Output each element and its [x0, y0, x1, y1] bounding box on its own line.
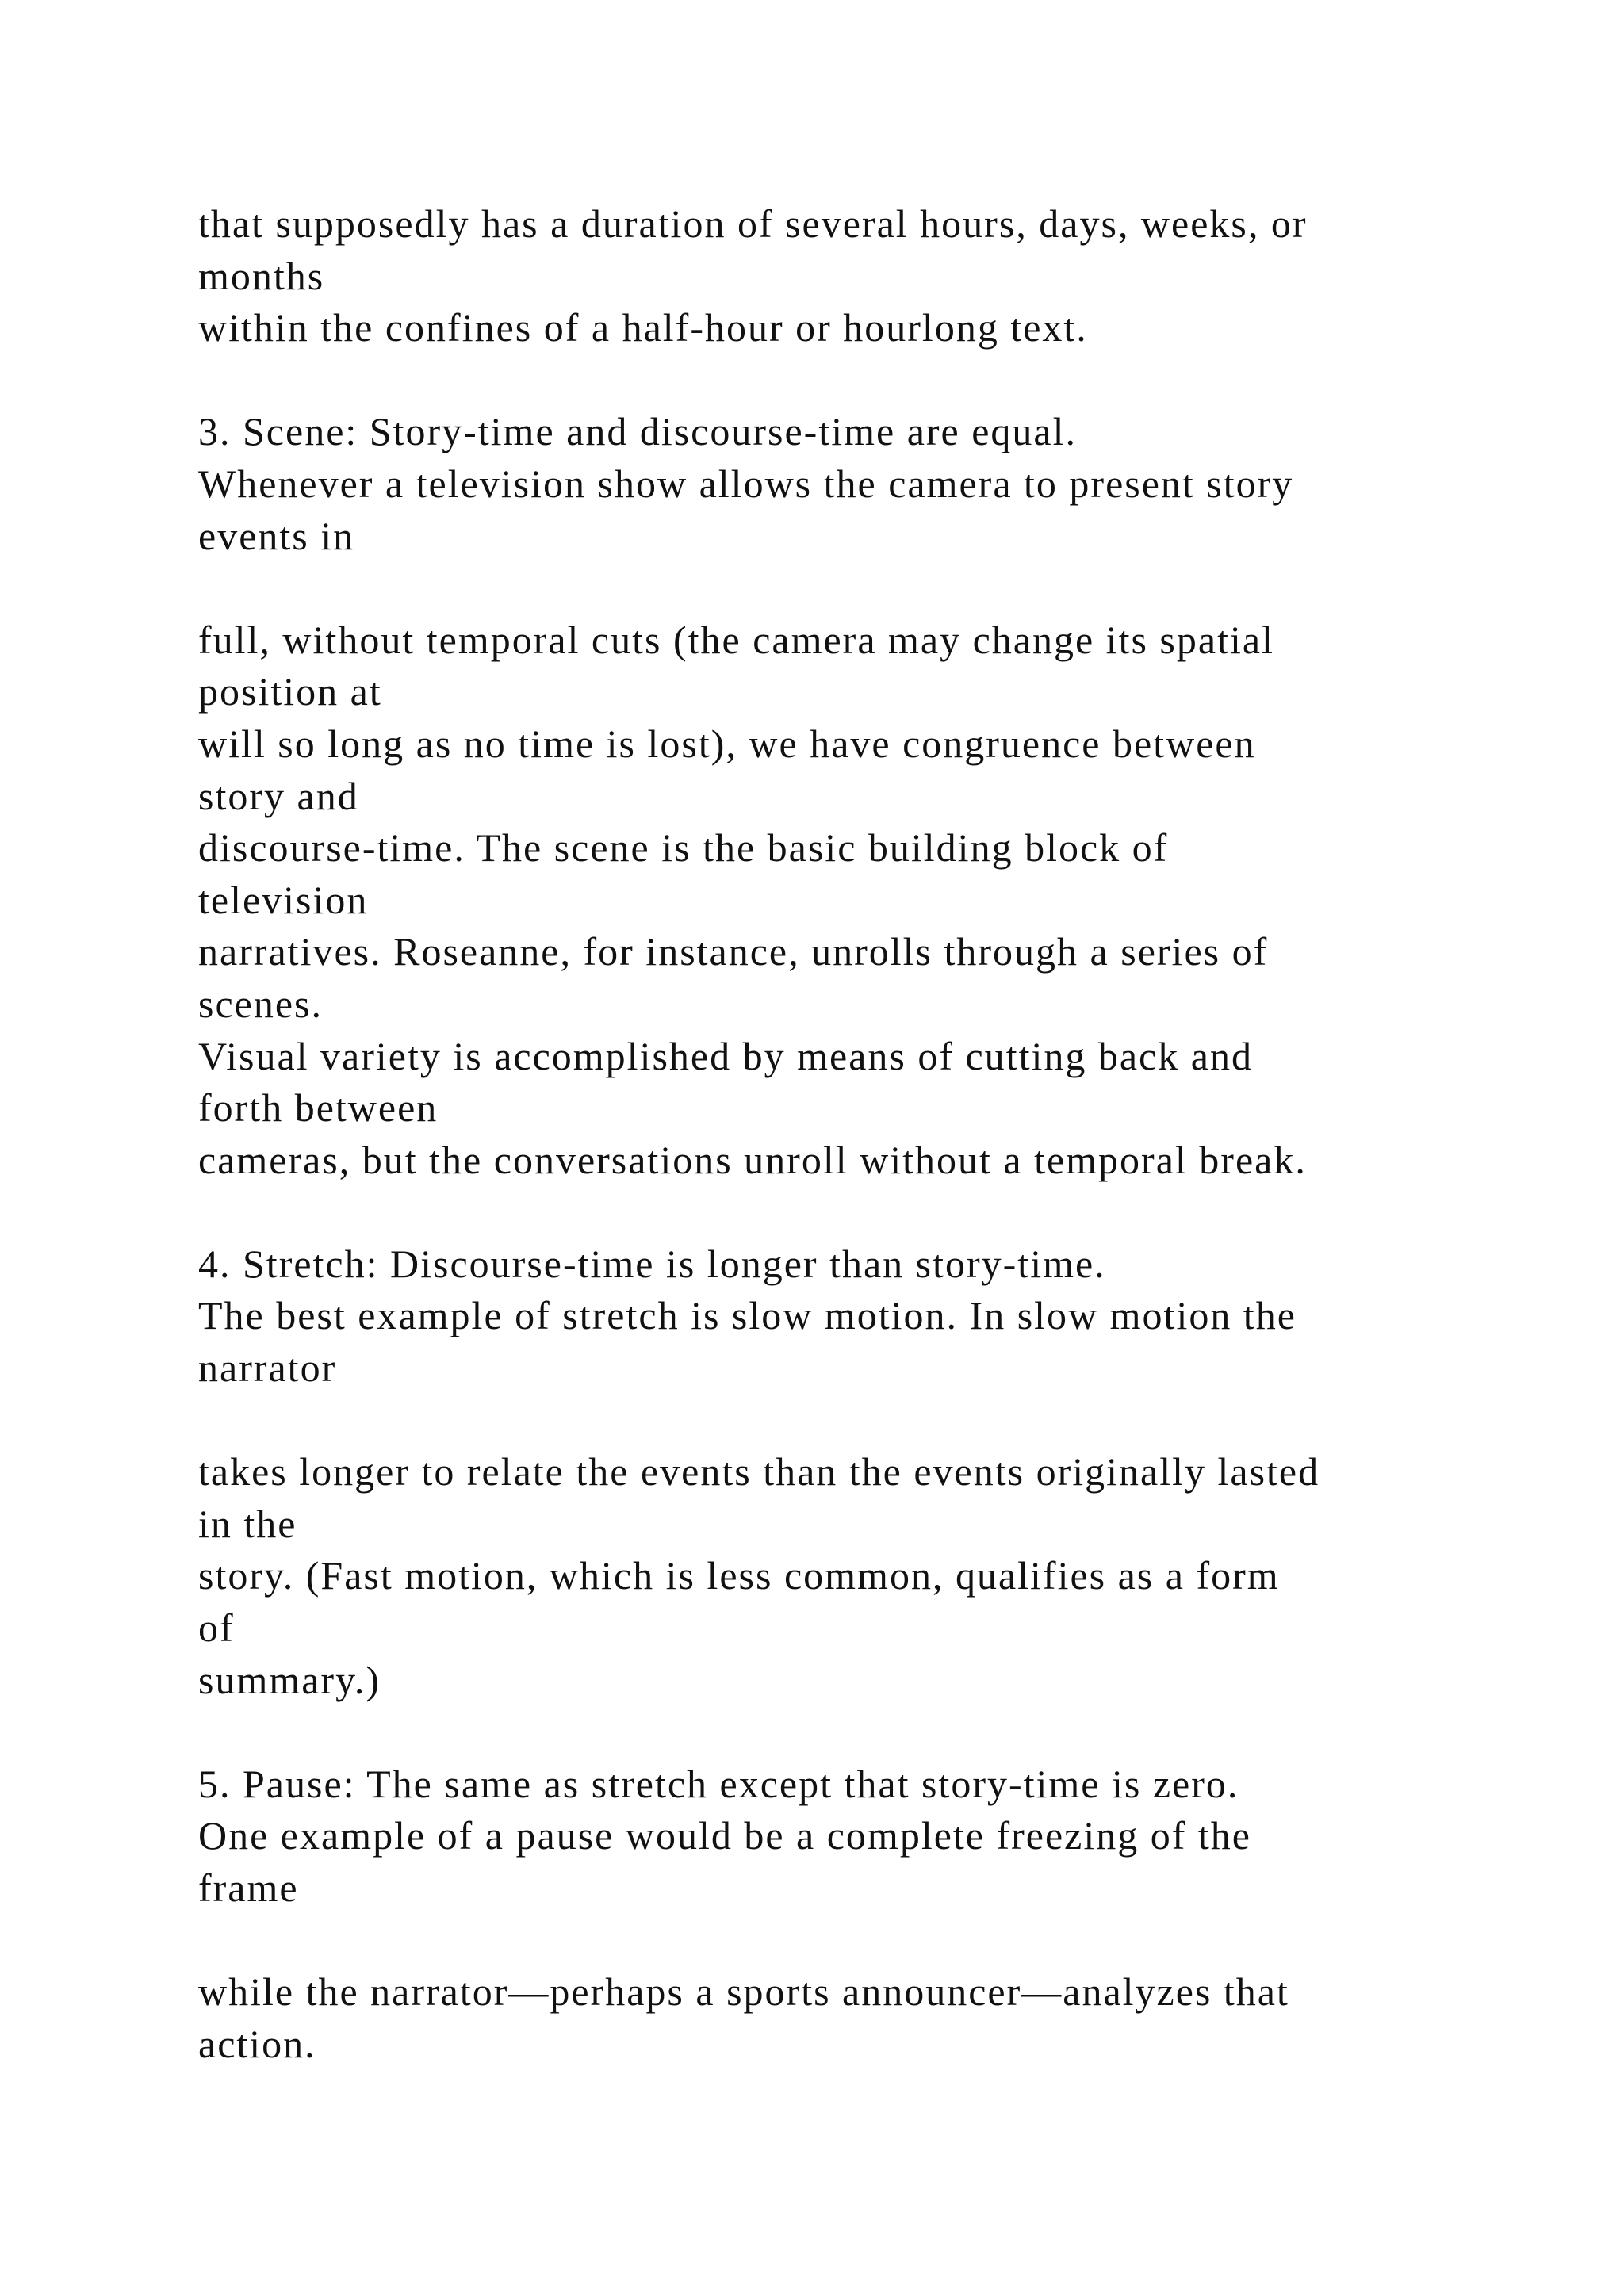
- text-line: while the narrator—perhaps a sports announcer—analyzes that: [198, 1969, 1289, 2015]
- text-line: that supposedly has a duration of several hours, days, weeks, or: [198, 201, 1308, 246]
- blank-line: [198, 1395, 1507, 1447]
- blank-line: [198, 562, 1507, 614]
- body-text: [198, 198, 1507, 2070]
- text-line: One example of a pause would be a complete freezing of the: [198, 1813, 1251, 1858]
- text-line: months: [198, 253, 325, 298]
- text-line: narrator: [198, 1345, 337, 1391]
- blank-line: [198, 1706, 1507, 1758]
- text-line: Visual variety is accomplished by means of cutting back and: [198, 1033, 1253, 1078]
- text-line: narratives. Roseanne, for instance, unrolls through a series of: [198, 929, 1269, 974]
- text-line: The best example of stretch is slow motion. In slow motion the: [198, 1293, 1297, 1338]
- text-line: television: [198, 877, 369, 922]
- text-line: position at: [198, 669, 382, 714]
- text-line: Whenever a television show allows the camera to present story: [198, 461, 1294, 506]
- text-line: forth between: [198, 1085, 439, 1131]
- text-line: story and: [198, 773, 359, 818]
- section-heading-scene: 3. Scene: Story-time and discourse-time are equal.: [198, 409, 1078, 454]
- text-line: takes longer to relate the events than the events originally lasted: [198, 1449, 1320, 1494]
- section-heading-stretch: 4. Stretch: Discourse-time is longer than story-time.: [198, 1241, 1106, 1286]
- text-line: of: [198, 1605, 235, 1651]
- text-line: cameras, but the conversations unroll without a temporal break.: [198, 1137, 1307, 1182]
- blank-line: [198, 1186, 1507, 1238]
- text-line: scenes.: [198, 981, 323, 1026]
- section-heading-pause: 5. Pause: The same as stretch except that story-time is zero.: [198, 1761, 1239, 1806]
- text-line: frame: [198, 1866, 299, 1910]
- text-line: in the: [198, 1501, 297, 1546]
- text-line: summary.): [198, 1657, 381, 1702]
- text-line: story. (Fast motion, which is less common, qualifies as a form: [198, 1553, 1280, 1598]
- blank-line: [198, 1915, 1507, 1967]
- text-line: events in: [198, 513, 355, 558]
- text-line: will so long as no time is lost), we have congruence between: [198, 721, 1256, 766]
- text-line: action.: [198, 2021, 316, 2066]
- text-line: discourse-time. The scene is the basic building block of: [198, 825, 1169, 871]
- blank-line: [198, 354, 1507, 407]
- text-line: full, without temporal cuts (the camera may change its spatial: [198, 617, 1274, 662]
- text-line: within the confines of a half-hour or hourlong text.: [198, 305, 1088, 350]
